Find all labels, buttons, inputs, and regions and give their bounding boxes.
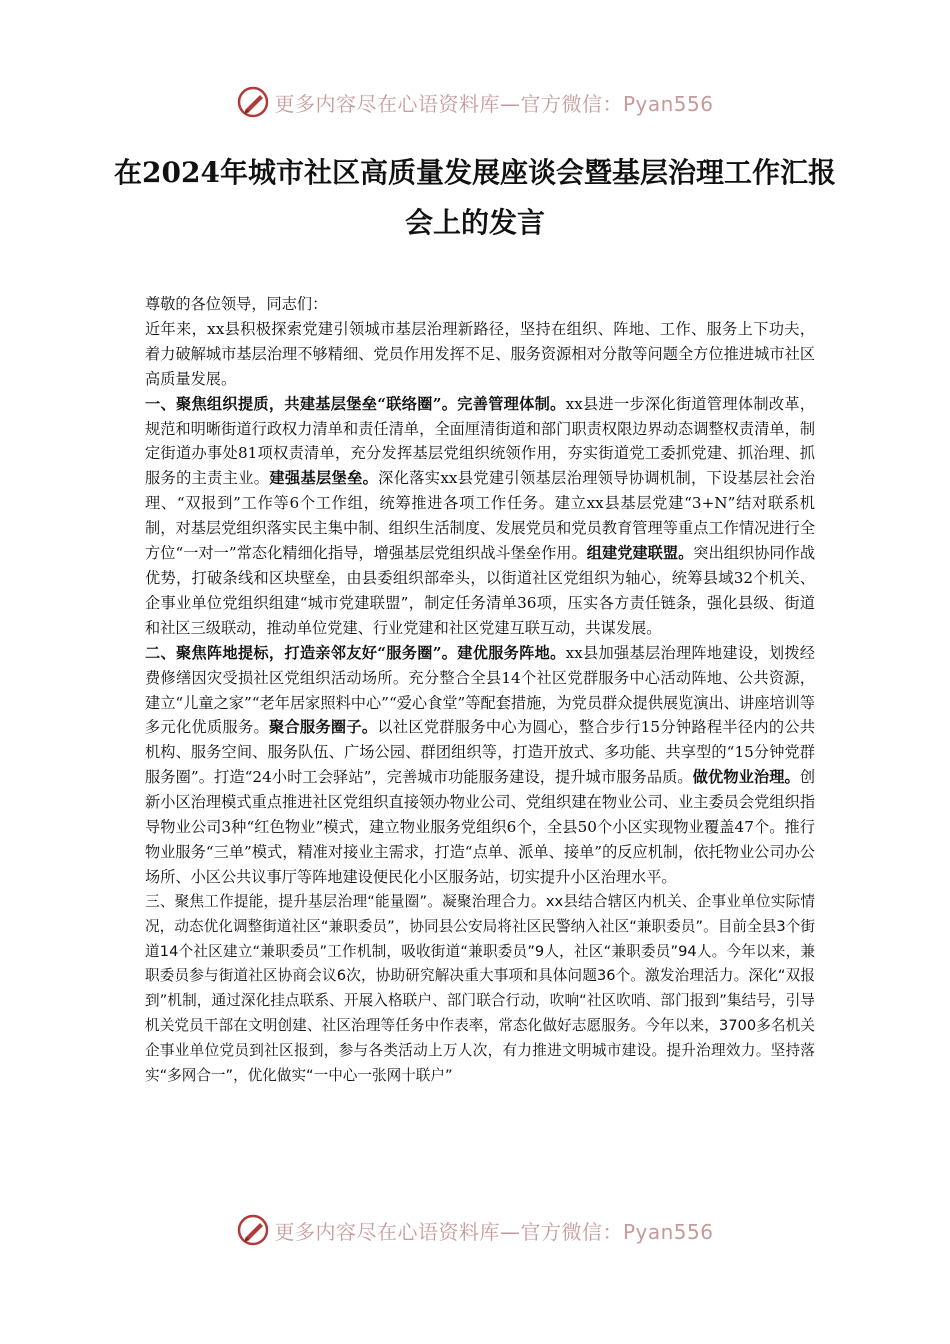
- section-2-sub1-title: 建优服务阵地。: [457, 643, 566, 662]
- greeting: 尊敬的各位领导，同志们：: [145, 295, 328, 313]
- section-1-sub3-title: 组建党建联盟。: [586, 544, 694, 563]
- section-2-sub1-text: xx县加强基层治理阵地建设，划拨经费修缮因灾受损社区党组织活动场所。充分整合全县14个社区党群服务中心活动阵地、公共资源，建立“儿童之家”“老年居家照料中心”“爱心食堂”等配套措施，为党员群众提供展览演出、讲座培训等多元化优质服务。: [145, 643, 815, 737]
- section-1-sub2-title: 建强基层堡垒。: [269, 469, 379, 488]
- watermark-text: 更多内容尽在心语资料库—官方微信：Pyan556: [274, 1219, 714, 1244]
- intro-paragraph: 近年来，xx县积极探索党建引领城市基层治理新路径，坚持在组织、阵地、工作、服务上下功夫，着力破解城市基层治理不够精细、党员作用发挥不足、服务资源相对分散等问题全方位推进城市社区高质量发展。: [145, 319, 815, 388]
- document-body: [145, 292, 815, 1089]
- section-2-heading: 二、聚焦阵地提标，打造亲邻友好“服务圈”。: [145, 643, 458, 662]
- section-1-sub1-title: 完善管理体制。: [457, 394, 566, 413]
- watermark-banner-top: [0, 84, 950, 120]
- section-1-sub1-text: xx县进一步深化街道管理体制改革，规范和明晰街道行政权力清单和责任清单，全面厘清街道和部门职责权限边界动态调整权责清单，制定街道办事处81项权责清单，充分发挥基层党组织统领作用，夯实街道党工委抓党建、抓治理、抓服务的主责主业。: [145, 394, 815, 488]
- section-2-sub3-text: 创新小区治理模式重点推进社区党组织直接领办物业公司、党组织建在物业公司、业主委员会党组织指导物业公司3种“红色物业”模式，建立物业服务党组织6个，全县50个小区实现物业覆盖47个。推行物业服务“三单”模式，精准对接业主需求，打造“点单、派单、接单”的反应机制，依托物业公司办公场所、小区公共议事厅等阵地建设便民化小区服务站，切实提升小区治理水平。: [145, 768, 815, 886]
- section-1-sub2-text: 深化落实xx县党建引领基层治理领导协调机制，下设基层社会治理、“双报到”工作等6个工作组，统筹推进各项工作任务。建立xx县基层党建“3+N”结对联系机制，对基层党组织落实民主集中制、组织生活制度、发展党员和党员教育管理等重点工作情况进行全方位“一对一”常态化精细化指导，增强基层党组织战斗堡垒作用。: [145, 469, 815, 563]
- pen-logo-icon: [236, 85, 270, 119]
- section-1-heading: 一、聚焦组织提质，共建基层堡垒“联络圈”。: [145, 394, 458, 413]
- section-2-sub2-text: 以社区党群服务中心为圆心，整合步行15分钟路程半径内的公共机构、服务空间、服务队伍、广场公园、群团组织等，打造开放式、多功能、共享型的“15分钟党群服务圈”。打造“24小时工会驿站”，完善城市功能服务建设，提升城市服务品质。: [145, 718, 816, 787]
- watermark-banner-bottom: [0, 1212, 950, 1248]
- section-1-sub3-text: 突出组织协同作战优势，打破条线和区块壁垒，由县委组织部牵头，以街道社区党组织为轴心，统筹县域32个机关、企事业单位党组织组建“城市党建联盟”，制定任务清单36项，压实各方责任链条，强化县级、街道和社区三级联动，推动单位党建、行业党建和社区党建互联互动，共谋发展。: [145, 544, 816, 637]
- watermark-text: 更多内容尽在心语资料库—官方微信：Pyan556: [274, 91, 714, 116]
- section-2-sub2-title: 聚合服务圈子。: [268, 718, 378, 737]
- pen-logo-icon: [236, 1213, 270, 1247]
- page-title: 在2024年城市社区高质量发展座谈会暨基层治理工作汇报会上的发言: [114, 156, 836, 239]
- section-1-paragraph: [145, 392, 815, 641]
- section-2-paragraph: [145, 641, 815, 890]
- section-3-paragraph: 三、聚焦工作提能，提升基层治理“能量圈”。凝聚治理合力。xx县结合辖区内机关、企事业单位实际情况，动态优化调整街道社区“兼职委员”，协同县公安局将社区民警纳入社区“兼职委员”。目前全县3个街道14个社区建立“兼职委员”工作机制，吸收街道“兼职委员”9人，社区“兼职委员”94人。今年以来，兼职委员参与街道社区协商会议6次，协助研究解决重大事项和具体问题36个。激发治理活力。深化“双报到”机制，通过深化挂点联系、开展入格联户、部门联合行动，吹响“社区吹哨、部门报到”集结号，引导机关党员干部在文明创建、社区治理等任务中作表率，常态化做好志愿服务。今年以来，3700多名机关企事业单位党员到社区报到，参与各类活动上万人次，有力推进文明城市建设。提升治理效力。坚持落实“多网合一”，优化做实“一中心一张网十联户”: [145, 892, 815, 1085]
- section-2-sub3-title: 做优物业治理。: [692, 768, 800, 787]
